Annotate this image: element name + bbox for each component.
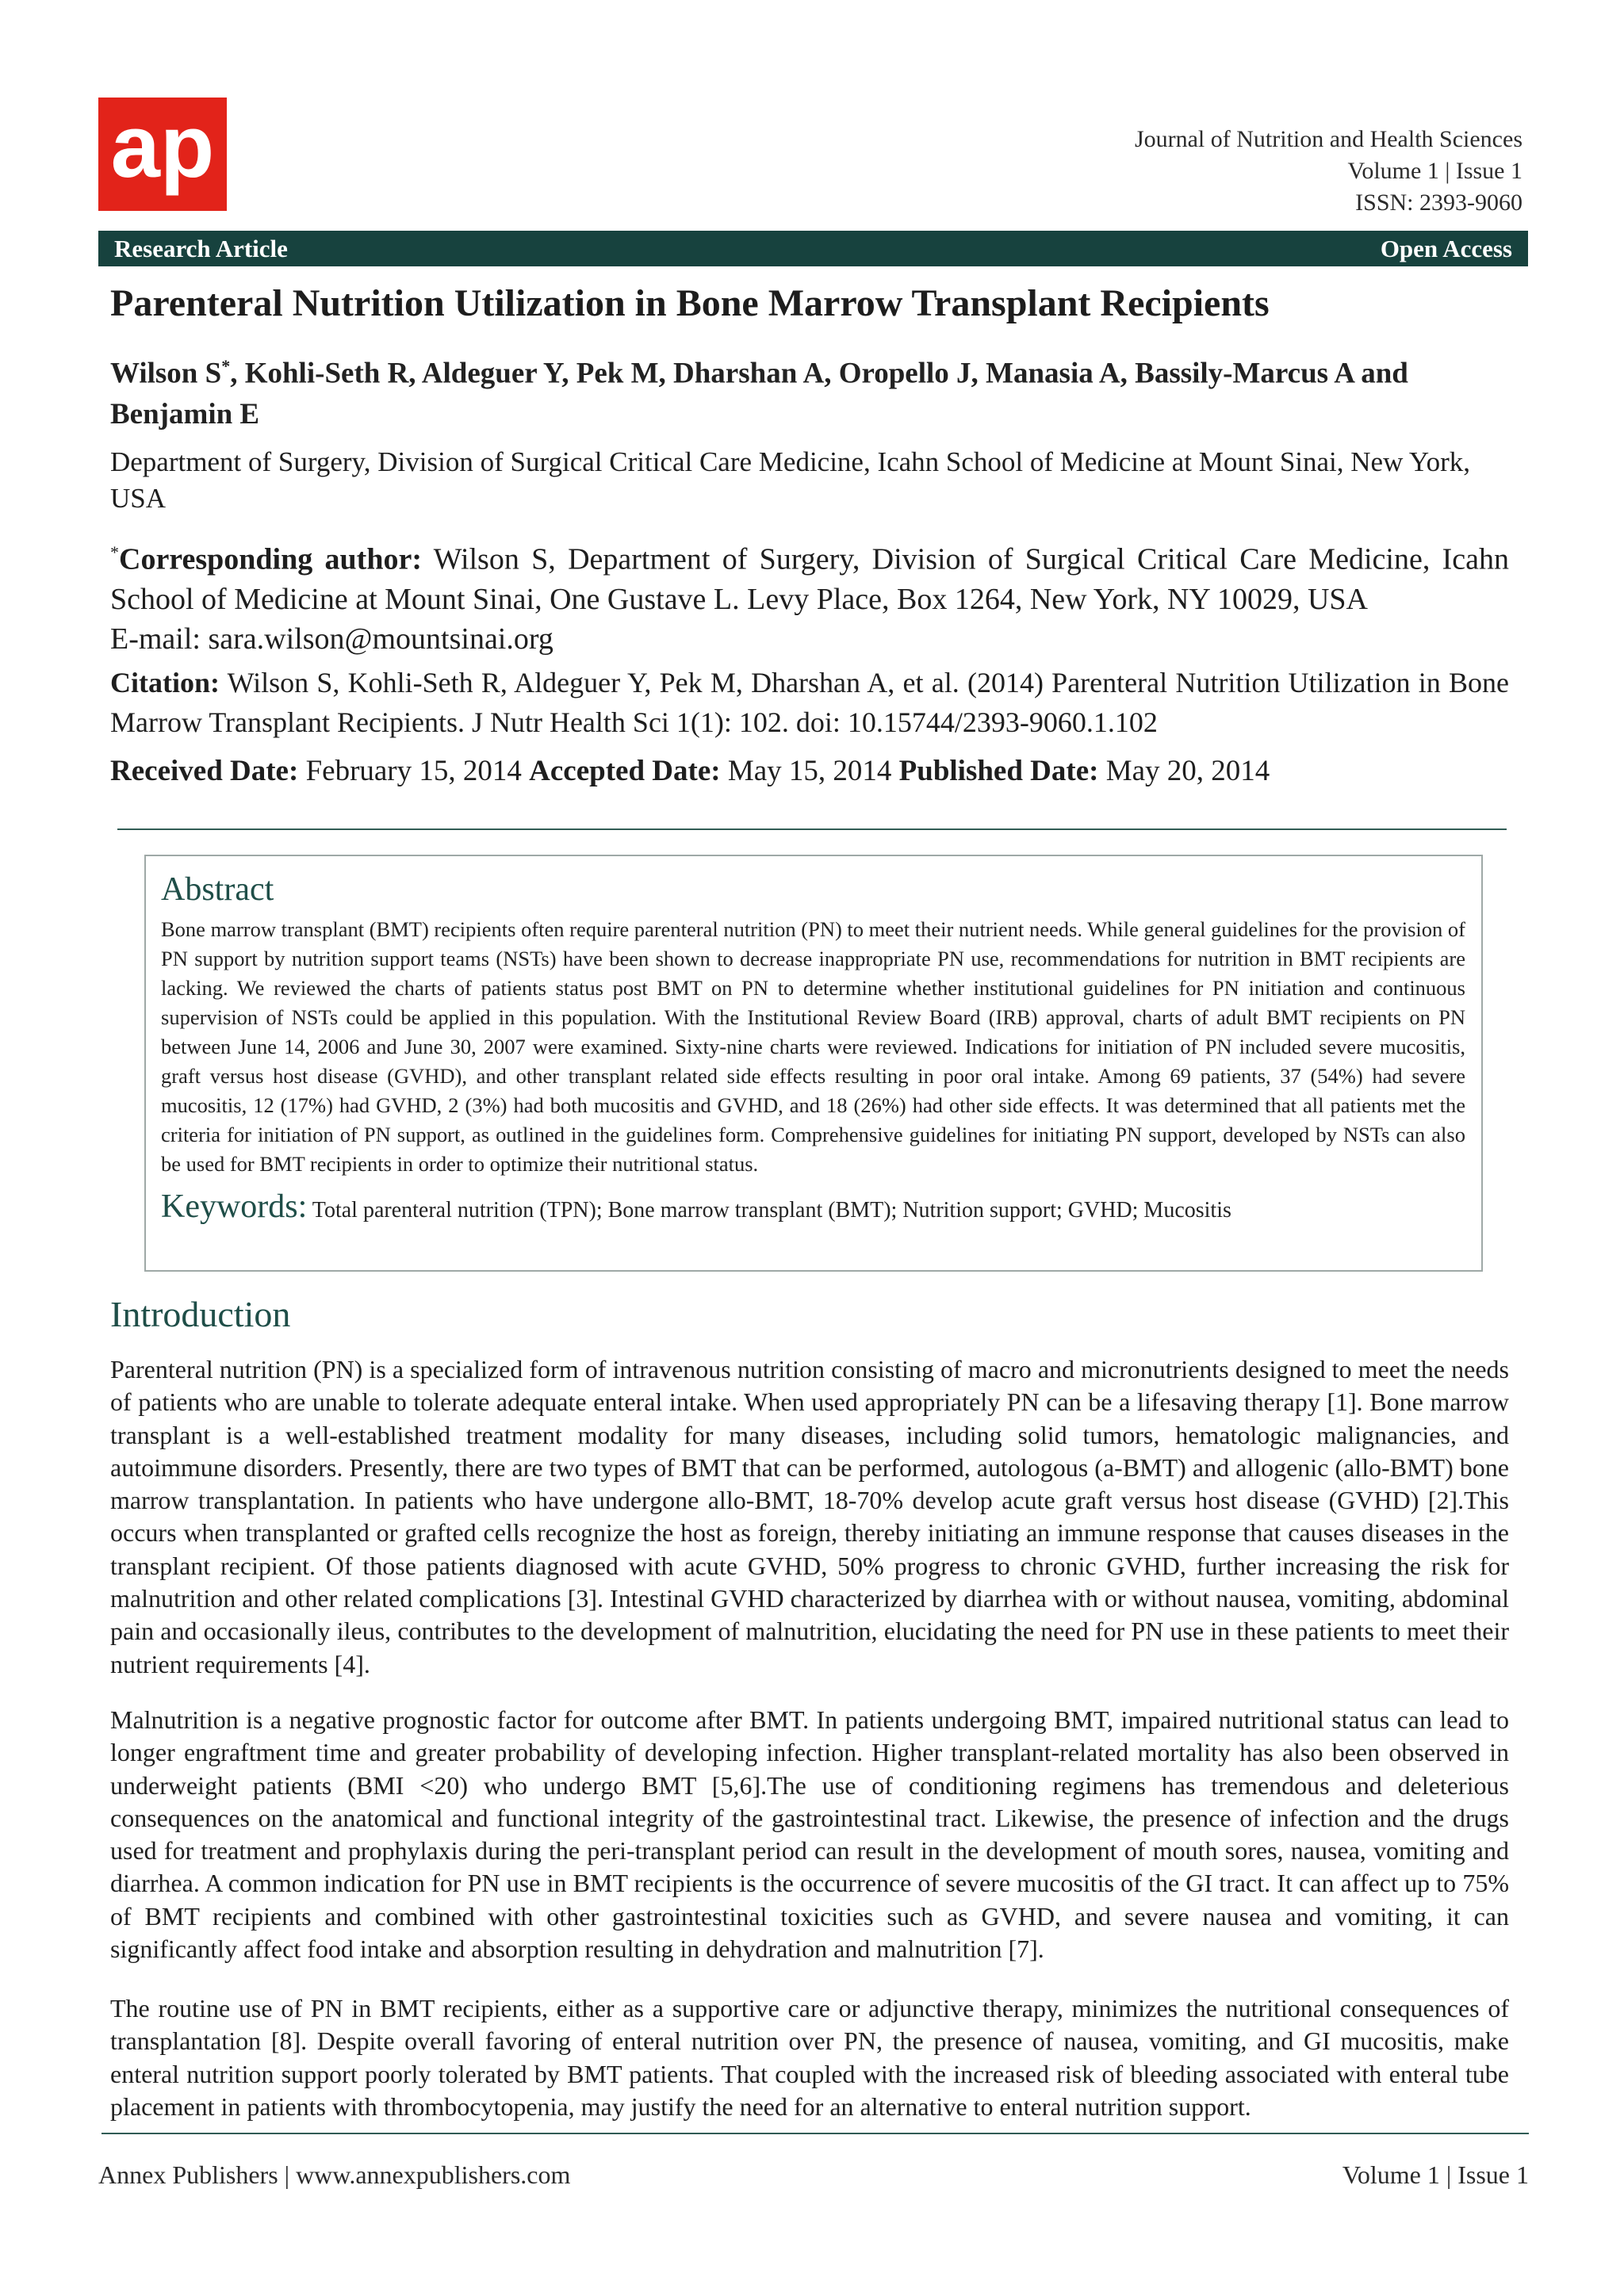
first-author: Wilson S [110,357,222,390]
affiliation: Department of Surgery, Division of Surgical Critical Care Medicine, Icahn School of Medicine at Mount Sinai, New York, USA [110,446,1470,514]
corresponding-author-text: Wilson S, Department of Surgery, Division of Surgical Critical Care Medicine, Icahn School of Medicine at Mount Sinai, One Gustave L. Levy Place, Box 1264, New York, NY 10029, USA [110,542,1509,616]
publisher-logo [98,98,227,211]
author-list [110,346,1509,435]
article-dates [110,752,1509,791]
article-type-bar [98,231,1528,266]
published-date: May 20, 2014 [1098,755,1270,787]
logo-text: ap [110,98,215,196]
journal-issn: ISSN: 2393-9060 [1355,189,1522,216]
article-title: Parenteral Nutrition Utilization in Bone Marrow Transplant Recipients [110,282,1270,324]
introduction-heading: Introduction [110,1294,291,1334]
corresponding-author-mark: * [110,542,119,562]
intro-paragraph-2: Malnutrition is a negative prognostic factor for outcome after BMT. In patients undergoing BMT, impaired nutritional status can lead to longer engraftment time and greater probability of developing infection. Higher transplant-related mortality has also been observed in underweight patients (BMI <20) who undergo BMT [5,6].The use of conditioning regimens has tremendous and deleterious consequences on the anatomical and functional integrity of the gastrointestinal tract. Likewise, the presence of infection and the drugs used for treatment and prophylaxis during the peri-transplant period can result in the development of mouth sores, nausea, vomiting and diarrhea. A common indication for PN use in BMT recipients is the occurrence of severe mucositis of the GI tract. It can affect up to 75% of BMT recipients and combined with other gastrointestinal toxicities such as GVHD, and severe nausea and vomiting, it can significantly affect food intake and absorption resulting in dehydration and malnutrition [7]. [110,1705,1509,1964]
abstract-box [144,855,1483,1272]
keywords-list: Total parenteral nutrition (TPN); Bone marrow transplant (BMT); Nutrition support; GVHD; Mucositis [307,1198,1231,1223]
header-divider [117,828,1507,830]
accepted-date: May 15, 2014 [720,755,899,787]
journal-volume-issue: Volume 1 | Issue 1 [1347,158,1522,184]
corresponding-mark: * [221,356,231,376]
other-authors: , Kohli-Seth R, Aldeguer Y, Pek M, Dharshan A, Oropello J, Manasia A, Bassily-Marcus A and Benjamin E [110,357,1408,431]
abstract-heading: Abstract [161,871,274,908]
article-type: Research Article [114,235,288,262]
publisher-logo-graphic [98,98,227,211]
keywords-label: Keywords: [161,1188,308,1225]
journal-name: Journal of Nutrition and Health Sciences [1134,126,1522,152]
corresponding-email[interactable]: E-mail: sara.wilson@mountsinai.org [110,622,553,656]
footer-divider [102,2133,1529,2134]
received-label: Received Date: [110,755,299,787]
intro-paragraph-1: Parenteral nutrition (PN) is a specialized form of intravenous nutrition consisting of macro and micronutrients designed to meet the needs of patients who are unable to tolerate adequate enteral intake. When used appropriately PN can be a lifesaving therapy [1]. Bone marrow transplant is a well-established treatment modality for many diseases, including solid tumors, hematologic malignancies, and autoimmune disorders. Presently, there are two types of BMT that can be performed, autologous (a-BMT) and allogenic (allo-BMT) bone marrow transplantation. In patients who have undergone allo-BMT, 18-70% develop acute graft versus host disease (GVHD) [2].This occurs when transplanted or grafted cells recognize the host as foreign, thereby initiating an immune response that causes diseases in the transplant recipient. Of those patients diagnosed with acute GVHD, 50% progress to chronic GVHD, further increasing the risk for malnutrition and other related complications [3]. Intestinal GVHD characterized by diarrhea with or without nausea, vomiting, abdominal pain and occasionally ileus, contributes to the development of malnutrition, elucidating the need for PN use in these patients to meet their nutrient requirements [4]. [110,1355,1509,1678]
corresponding-author-label: Corresponding author: [119,542,422,576]
corresponding-author [110,533,1509,659]
published-label: Published Date: [898,755,1099,787]
access-type: Open Access [1380,235,1512,262]
keywords [161,1188,1465,1229]
citation-text: Wilson S, Kohli-Seth R, Aldeguer Y, Pek M, Dharshan A, et al. (2014) Parenteral Nutrition Utilization in Bone Marrow Transplant Recipients. J Nutr Health Sci 1(1): 102. doi: 10.15744/2393-9060.1.102 [110,667,1509,738]
footer-publisher: Annex Publishers | www.annexpublishers.com [98,2160,571,2189]
intro-paragraph-3: The routine use of PN in BMT recipients, either as a supportive care or adjunctive therapy, minimizes the nutritional consequences of transplantation [8]. Despite overall favoring of enteral nutrition over PN, the presence of nausea, vomiting, and GI mucositis, make enteral nutrition support poorly tolerated by BMT patients. That coupled with the increased risk of bleeding associated with enteral tube placement in patients with thrombocytopenia, may justify the need for an alternative to enteral nutrition support. [110,1994,1509,2121]
citation-label: Citation: [110,667,220,698]
citation [110,663,1509,742]
abstract-text: Bone marrow transplant (BMT) recipients often require parenteral nutrition (PN) to meet their nutrient needs. While general guidelines for the provision of PN support by nutrition support teams (NSTs) have been shown to decrease inappropriate PN use, recommendations for nutrition in BMT recipients are lacking. We reviewed the charts of patients status post BMT on PN to determine whether institutional guidelines for PN initiation and continuous supervision of NSTs could be applied in this population. With the Institutional Review Board (IRB) approval, charts of adult BMT recipients on PN between June 14, 2006 and June 30, 2007 were examined. Sixty-nine charts were reviewed. Indications for initiation of PN included severe mucositis, graft versus host disease (GVHD), and other transplant related side effects resulting in poor oral intake. Among 69 patients, 37 (54%) had severe mucositis, 12 (17%) had GVHD, 2 (3%) had both mucositis and GVHD, and 18 (26%) had other side effects. It was determined that all patients met the criteria for initiation of PN support, as outlined in the guidelines form. Comprehensive guidelines for initiating PN support, developed by NSTs can also be used for BMT recipients in order to optimize their nutritional status. [161,917,1465,1176]
journal-info [1135,124,1522,219]
received-date: February 15, 2014 [298,755,530,787]
accepted-label: Accepted Date: [529,755,721,787]
footer-volume-issue: Volume 1 | Issue 1 [1342,2160,1529,2189]
